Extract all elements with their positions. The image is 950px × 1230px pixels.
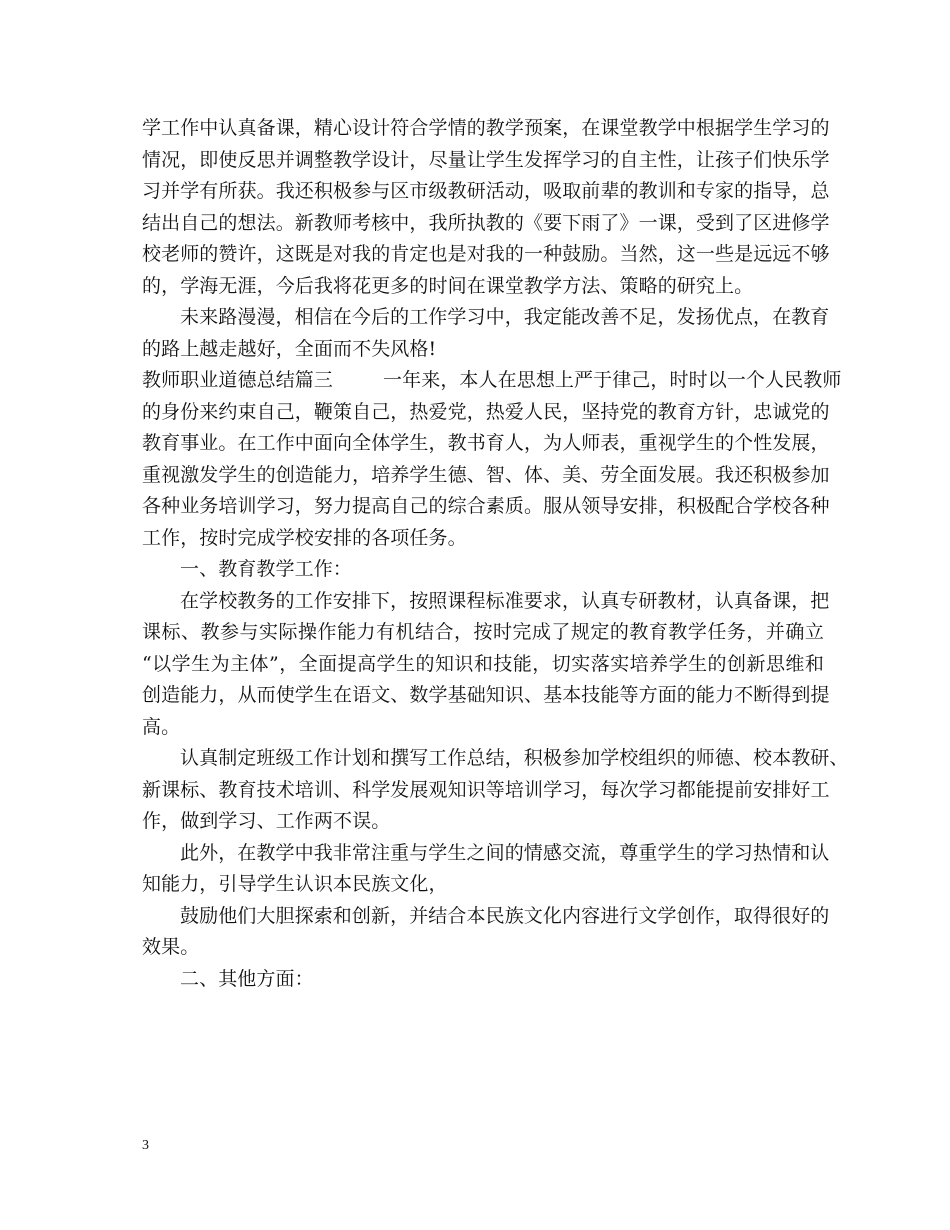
text-line: 的，学海无涯，今后我将花更多的时间在课堂教学方法、策略的研究上。	[142, 274, 754, 297]
section-title: 教师职业道德总结篇三	[142, 369, 334, 391]
text-line: 学工作中认真备课，精心设计符合学情的教学预案，在课堂教学中根据学生学习的	[142, 117, 830, 139]
text-line: 各种业务培训学习，努力提高自己的综合素质。服从领导安排，积极配合学校各种	[142, 495, 830, 517]
text-line: 工作，按时完成学校安排的各项任务。	[142, 526, 467, 549]
text-line: 新课标、教育技术培训、科学发展观知识等培训学习，每次学习都能提前安排好工	[142, 778, 830, 801]
text-line: 课标、教参与实际操作能力有机结合，按时完成了规定的教育教学任务，并确立	[142, 621, 824, 643]
text-line: 创造能力，从而使学生在语文、数学基础知识、基本技能等方面的能力不断得到提	[142, 684, 830, 706]
section-intro-text: 一年来，本人在思想上严于律己，时时以一个人民教师	[383, 369, 842, 391]
text-line: 的路上越走越好，全面而不失风格!	[142, 337, 437, 360]
subheading: 一、教育教学工作：	[180, 558, 352, 580]
text-line: 认真制定班级工作计划和撰写工作总结，积极参加学校组织的师德、校本教研、	[180, 747, 849, 769]
text-line: 鼓励他们大胆探索和创新，并结合本民族文化内容进行文学创作，取得很好的	[180, 904, 830, 927]
text-line: 的身份来约束自己，鞭策自己，热爱党，热爱人民，坚持党的教育方针，忠诚党的	[142, 400, 830, 423]
text-line: 习并学有所获。我还积极参与区市级教研活动，吸取前辈的教训和专家的指导，总	[142, 180, 830, 202]
text-line: 作，做到学习、工作两不误。	[142, 810, 391, 832]
text-line: 高。	[142, 715, 181, 738]
section-heading-line	[142, 365, 842, 397]
text-line: 未来路漫漫，相信在今后的工作学习中，我定能改善不足，发扬优点，在教育	[180, 306, 830, 328]
text-line: 结出自己的想法。新教师考核中，我所执教的《要下雨了》一课，受到了区进修学	[142, 211, 830, 234]
text-line: 教育事业。在工作中面向全体学生，教书育人，为人师表，重视学生的个性发展，	[142, 432, 830, 454]
text-line: 知能力，引导学生认识本民族文化，	[142, 873, 448, 895]
text-line: 校老师的赞许，这既是对我的肯定也是对我的一种鼓励。当然，这一些是远远不够	[142, 243, 830, 265]
text-line: 此外，在教学中我非常注重与学生之间的情感交流，尊重学生的学习热情和认	[180, 841, 830, 864]
text-line: 在学校教务的工作安排下，按照课程标准要求，认真专研教材，认真备课，把	[180, 589, 830, 612]
text-line: 情况，即使反思并调整教学设计，尽量让学生发挥学习的自主性，让孩子们快乐学	[142, 148, 830, 171]
document-body	[142, 113, 849, 995]
page-number: 3	[142, 1138, 149, 1153]
text-line: “以学生为主体”，全面提高学生的知识和技能，切实落实培养学生的创新思维和	[142, 652, 824, 675]
subheading: 二、其他方面：	[180, 967, 314, 990]
text-line: 重视激发学生的创造能力，培养学生德、智、体、美、劳全面发展。我还积极参加	[142, 463, 830, 486]
text-line: 效果。	[142, 936, 200, 958]
